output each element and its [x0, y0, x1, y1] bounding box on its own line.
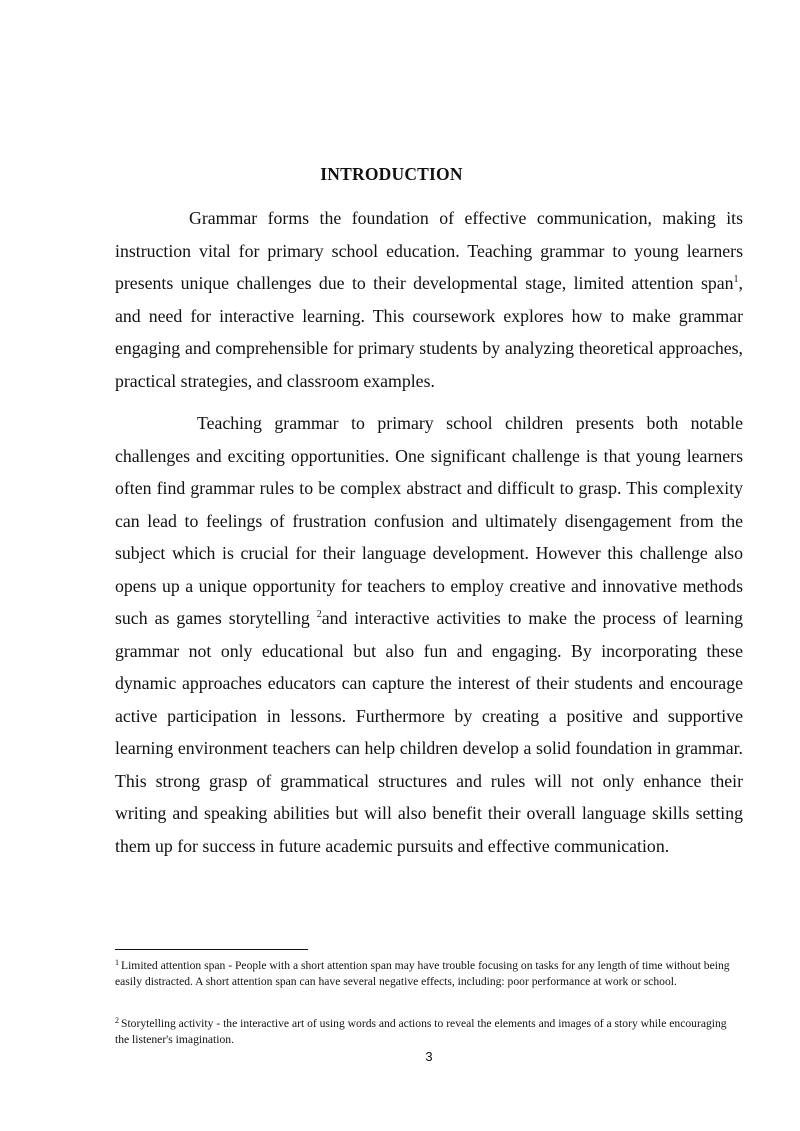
footnote-2 [115, 1016, 743, 1048]
paragraph-text: , and need for interactive learning. This coursework explores how to make grammar engaging and comprehensible for primary students by analyzing theoretical approaches, practical strategies, and classroom examples. [115, 273, 743, 391]
footnote-mark: 2 [115, 1016, 119, 1025]
footnote-1 [115, 958, 743, 990]
paragraph-text: and interactive activities to make the process of learning grammar not only educational but also fun and engaging. By incorporating these dynamic approaches educators can capture the interest of their students and encourage active participation in lessons. Furthermore by creating a positive and supportive learning environment teachers can help children develop a solid foundation in grammar. This strong grasp of grammatical structures and rules will not only enhance their writing and speaking abilities but will also benefit their overall language skills setting them up for success in future academic pursuits and effective communication. [115, 608, 743, 856]
intro-paragraph-2 [115, 407, 743, 862]
footnote-mark: 1 [115, 958, 119, 967]
footnote-separator [115, 949, 308, 950]
page-number: 3 [425, 1049, 433, 1064]
footnote-text: Limited attention span - People with a short attention span may have trouble focusing on tasks for any length of time without being easily distracted. A short attention span can have several negative effects, including: poor performance at work or school. [115, 959, 730, 988]
paragraph-text: Grammar forms the foundation of effective communication, making its instruction vital for primary school education. Teaching grammar to young learners presents unique challenges due to their developmental stage, limited attention span [115, 208, 743, 293]
footnote-text: Storytelling activity - the interactive art of using words and actions to reveal the elements and images of a story while encouraging the listener's imagination. [115, 1017, 727, 1046]
paragraph-text: Teaching grammar to primary school children presents both notable challenges and exciting opportunities. One significant challenge is that young learners often find grammar rules to be complex abstract and difficult to grasp. This complexity can lead to feelings of frustration confusion and ultimately disengagement from the subject which is crucial for their language development. However this challenge also opens up a unique opportunity for teachers to employ creative and innovative methods such as games storytelling [115, 413, 743, 628]
footnote-reference[interactable]: 1 [733, 274, 739, 285]
section-heading: INTRODUCTION [320, 164, 463, 184]
intro-paragraph-1 [115, 202, 743, 397]
footnote-reference[interactable]: 2 [316, 609, 322, 620]
